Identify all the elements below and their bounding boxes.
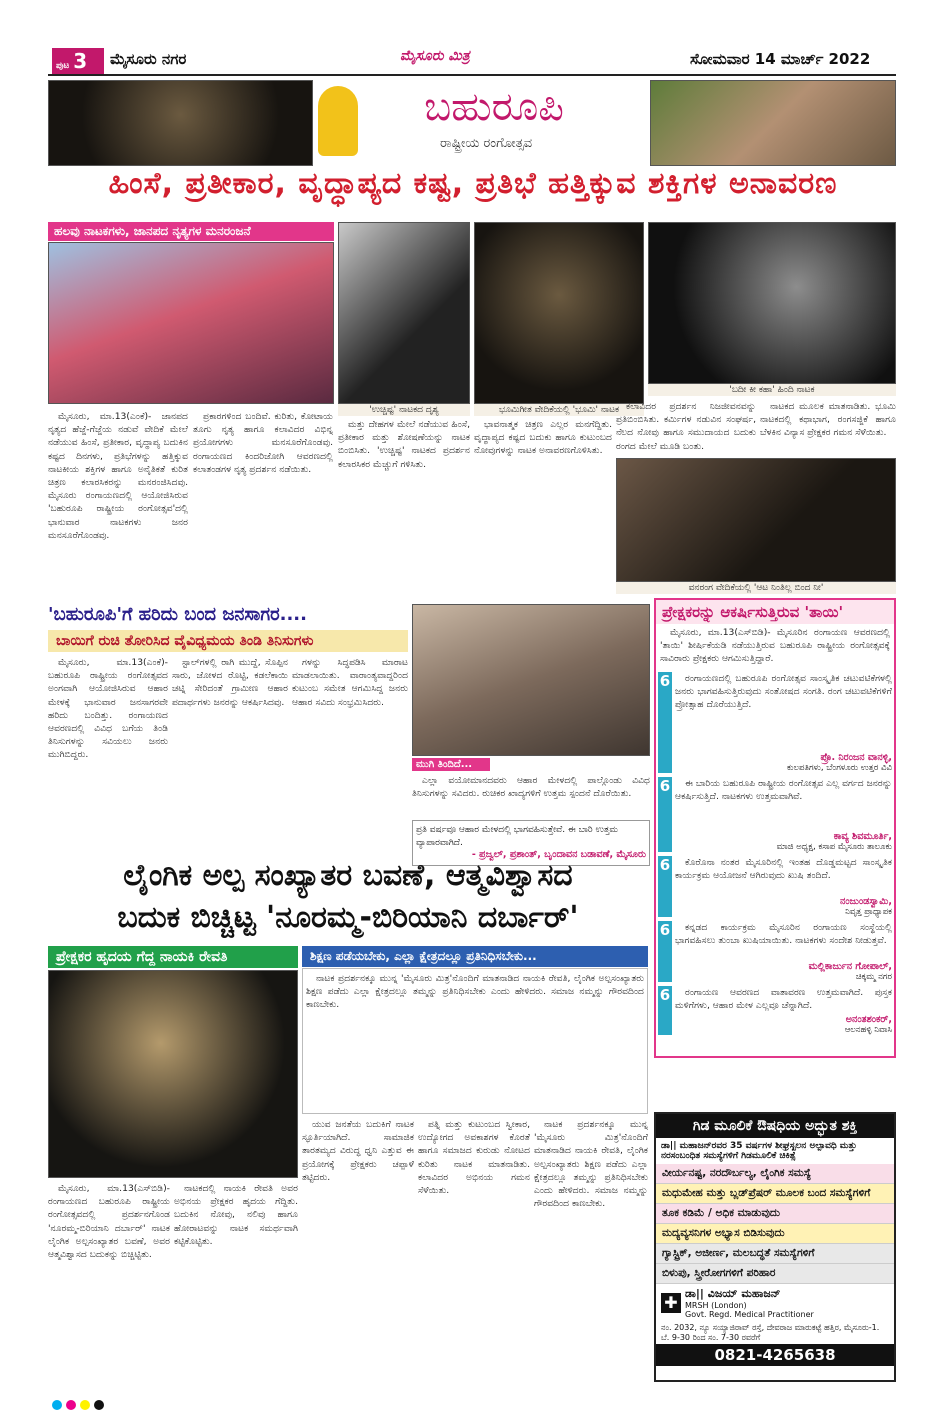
ad-doctor-block — [656, 1284, 894, 1322]
story3-green-band: ಪ್ರೇಕ್ಷಕರ ಹೃದಯ ಗೆದ್ದ ನಾಯಕಿ ರೇವತಿ — [48, 946, 298, 968]
story1-column-1 — [48, 410, 188, 594]
ad-row: ಮಧುಮೇಹ ಮತ್ತು ಬ್ಲಡ್‌ಪ್ರೆಷರ್ ಮೂಲಕ ಬಂದ ಸಮಸ್ಯೆಗಳಿಗೆ — [656, 1184, 894, 1204]
banner-photo-left — [48, 80, 313, 166]
registration-dot-black — [94, 1400, 104, 1410]
ad-row: ಗ್ಯಾಸ್ಟ್ರಿಕ್, ಅಜೀರ್ಣ, ಮಲಬದ್ಧತೆ ಸಮಸ್ಯೆಗಳಿಗೆ — [656, 1244, 894, 1264]
right-box-title: ಪ್ರೇಕ್ಷಕರನ್ನು ಆಕರ್ಷಿಸುತ್ತಿರುವ 'ತಾಯಿ' — [656, 600, 894, 624]
quote-role: ನಿವೃತ್ತ ಪ್ರಾಧ್ಯಾಪಕ — [845, 907, 892, 917]
story3-column-2 — [174, 1182, 298, 1380]
ad-doctor-name: ಡಾ|| ವಿಜಯ್ ಮಹಾಜನ್ — [685, 1287, 781, 1300]
story1-column-6 — [760, 400, 896, 452]
registration-dot-yellow — [80, 1400, 90, 1410]
story1-col2-text: ಪ್ರಕಾರಗಳಿಂದ ಬಂದಿವೆ. ಕುರಿತು, ಕೋಟಾಯ ತೂಗು ನೃತ್ಯ ಹಾಗೂ ಕಲಾವಿದರ ವಿಭಿನ್ನ ಪ್ರಯೋಗಗಳು ಮನಸೂರೆಗೊಂಡವು. ರಂಗಾಯಣದ ಕಿಂದರಿಜೋಗಿ ಆವರಣದಲ್ಲಿ ಕಲಾತಂಡಗಳ ನೃತ್ಯ ಪ್ರದರ್ಶನ ನಡೆಯಿತು. — [193, 411, 333, 475]
quote-text-wrap — [675, 672, 892, 752]
right-box-intro — [656, 624, 894, 676]
story1-column-2 — [193, 410, 333, 594]
quote-body — [675, 777, 892, 852]
quote-number: 6 — [658, 777, 672, 852]
quote-text-wrap — [675, 856, 892, 896]
story3-col2-text: ನಾಟಕದಲ್ಲಿ ನಾಯಕಿ ರೇವತಿ ಅವರ ಅಭಿನಯ ಪ್ರೇಕ್ಷಕರ ಹೃದಯ ಗೆದ್ದಿತು. ಬದುಕಿನ ನೋವು, ನಲಿವು ಹಾಗೂ ಹೋರಾಟವನ್ನು ನಾಟಕ ಸಮರ್ಥವಾಗಿ ಕಟ್ಟಿಕೊಟ್ಟಿತು. — [174, 1183, 298, 1247]
quote-name: ನಂಜುಂಡಸ್ವಾಮಿ, — [840, 896, 892, 907]
ad-title: ಗಿಡ ಮೂಲಿಕೆ ಔಷಧಿಯ ಅದ್ಭುತ ಶಕ್ತಿ — [656, 1114, 894, 1138]
story3-col1-text: ಮೈಸೂರು, ಮಾ.13(ಎಸ್‌ಬಿಡಿ)- ರಂಗಾಯಣದ ಬಹುರೂಪಿ ರಾಷ್ಟ್ರೀಯ ರಂಗೋತ್ಸವದಲ್ಲಿ ಪ್ರದರ್ಶನಗೊಂಡ 'ನೂರಮ್ಮ-ಬಿರಿಯಾನಿ ದರ್ಬಾರ್' ನಾಟಕ ಲೈಂಗಿಕ ಅಲ್ಪಸಂಖ್ಯಾತರ ಬವಣೆ, ಅವರ ಆತ್ಮವಿಶ್ವಾಸದ ಬದುಕನ್ನು ಬಿಚ್ಚಿಟ್ಟಿತು. — [48, 1183, 170, 1261]
quote-card — [658, 986, 892, 1035]
quote-body — [675, 986, 892, 1035]
quote-text: ಕೊರೊನಾ ನಂತರ ಮೈಸೂರಿನಲ್ಲಿ ಇಂತಹ ದೊಡ್ಡಮಟ್ಟದ ಸಾಂಸ್ಕೃತಿಕ ಕಾರ್ಯಕ್ರಮ ಆಯೋಜನೆ ಆಗಿರುವುದು ಖುಷಿ ತಂದಿದೆ. — [675, 857, 892, 882]
quote-body — [675, 856, 892, 917]
issue-date: ಸೋಮವಾರ 14 ಮಾರ್ಚ್ 2022 — [690, 50, 871, 68]
story3-col4-text: ಪತ್ನಿ ಮತ್ತು ಕುಟುಂಬದ ಸ್ವೀಕಾರ, ಉದ್ಯೋಗದ ಅವಕಾಶಗಳ ಕೊರತೆ ಹಾಗೂ ಸಮಾಜದ ಕುರುಡು ನೋಟದ ಕುರಿತು ನಾಟಕ ಮಾತನಾಡಿತು. ಕಲಾವಿದರ ಅಭಿನಯ ಗಮನ ಸೆಳೆಯಿತು. — [418, 1119, 530, 1197]
story2-photo-tag: ಮುಗಿ ತಿಂದಿದೆ... — [412, 758, 490, 771]
story1-col3-text: ಮತ್ತು ದೇಹಗಳ ಮೇಲೆ ನಡೆಯುವ ಹಿಂಸೆ, ಪ್ರತೀಕಾರ ಮತ್ತು ಶೋಷಣೆಯನ್ನು ನಾಟಕ ಬಿಂಬಿಸಿತು. 'ಉಚ್ಚಿಷ್ಟ' ನಾಟಕದ ಪ್ರದರ್ಶನ ಕಲಾರಸಿಕರ ಮೆಚ್ಚುಗೆ ಗಳಿಸಿತು. — [338, 419, 470, 470]
story3-column-1 — [48, 1182, 170, 1380]
header-rule — [48, 74, 896, 76]
festival-logo-title: ಬಹುರೂಪಿ — [424, 84, 564, 130]
quote-body — [675, 921, 892, 982]
story2-col2-text: ಸ್ಟಾಲ್‌ಗಳಲ್ಲಿ ರಾಗಿ ಮುದ್ದೆ, ಸೊಪ್ಪಿನ ಸಾರು, ಜೋಳದ ರೊಟ್ಟಿ, ಕಡಲೆಕಾಯಿ ಚಟ್ನಿ ಸೇರಿದಂತೆ ಗ್ರಾಮೀಣ ಆಹಾರ ಪದಾರ್ಥಗಳು ಜನರನ್ನು ಆಕರ್ಷಿಸಿದವು. — [172, 657, 288, 708]
story2-col1-text: ಮೈಸೂರು, ಮಾ.13(ಎಂಕೆ)- ಬಹುರೂಪಿ ರಾಷ್ಟ್ರೀಯ ರಂಗೋತ್ಸವದ ಅಂಗವಾಗಿ ಆಯೋಜಿಸಿರುವ ಆಹಾರ ಮೇಳಕ್ಕೆ ಭಾನುವಾರ ಜನಸಾಗರವೇ ಹರಿದು ಬಂದಿತ್ತು. ರಂಗಾಯಣದ ಆವರಣದಲ್ಲಿ ವಿವಿಧ ಬಗೆಯ ತಿಂಡಿ ತಿನಿಸುಗಳನ್ನು ಸವಿಯಲು ಜನರು ಮುಗಿಬಿದ್ದರು. — [48, 657, 168, 761]
story3-col5-text: ನಾಟಕ ಪ್ರದರ್ಶನಕ್ಕೂ ಮುನ್ನ 'ಮೈಸೂರು ಮಿತ್ರ'ನೊಂದಿಗೆ ಮಾತನಾಡಿದ ನಾಯಕಿ ರೇವತಿ, ಲೈಂಗಿಕ ಅಲ್ಪಸಂಖ್ಯಾತರು ಶಿಕ್ಷಣ ಪಡೆದು ಎಲ್ಲಾ ಕ್ಷೇತ್ರದಲ್ಲೂ ತಮ್ಮನ್ನು ಪ್ರತಿನಿಧಿಸಬೇಕು ಎಂದು ಹೇಳಿದರು. ಸಮಾಜ ನಮ್ಮನ್ನು ಗೌರವದಿಂದ ಕಾಣಬೇಕು. — [534, 1119, 648, 1210]
right-box-quotes — [658, 672, 892, 1035]
story2-column-1 — [48, 656, 168, 846]
story1-photo-bhoomi — [474, 222, 644, 404]
story3-column-4 — [418, 1118, 530, 1380]
story3-revathi-photo — [48, 970, 298, 1178]
story2-crowd-photo — [412, 604, 650, 756]
ad-intro: ಡಾ|| ಮಹಾಜನ್‌ರವರ 35 ವರ್ಷಗಳ ಶೀಘ್ರಸ್ಖಲನ ಅಲ್ಪಾವಧಿ ಮತ್ತು ನರಸಂಬಂಧಿತ ಸಮಸ್ಯೆಗಳಿಗೆ ಗಿಡಮೂಲಿಕೆ ಚಿಕಿತ್ಸೆ — [661, 1141, 857, 1161]
story1-dance-photo — [48, 242, 334, 404]
ad-doctor-degree: MRSH (London) — [685, 1301, 747, 1310]
quote-card — [658, 856, 892, 917]
ad-phone: 0821-4265638 — [656, 1344, 894, 1366]
quote-name: ಮಲ್ಲಿಕಾರ್ಜುನ ಗೋಪಾಲ್, — [808, 961, 892, 972]
caption-vanaranga: ವನರಂಗ ವೇದಿಕೆಯಲ್ಲಿ 'ಆಟ ನಿಂತಿಲ್ಲ ಬಿಂದ ನೀ' — [616, 582, 896, 594]
ad-row: ಮದ್ಯವ್ಯಸನಿಗಳ ಅಭ್ಯಾಸ ಬಿಡಿಸುವುದು — [656, 1224, 894, 1244]
story3-lead-text: ನಾಟಕ ಪ್ರದರ್ಶನಕ್ಕೂ ಮುನ್ನ 'ಮೈಸೂರು ಮಿತ್ರ'ನೊಂದಿಗೆ ಮಾತನಾಡಿದ ನಾಯಕಿ ರೇವತಿ, ಲೈಂಗಿಕ ಅಲ್ಪಸಂಖ್ಯಾತರು ಶಿಕ್ಷಣ ಪಡೆದು ಎಲ್ಲಾ ಕ್ಷೇತ್ರದಲ್ಲೂ ತಮ್ಮನ್ನು ಪ್ರತಿನಿಧಿಸಬೇಕು ಎಂದು ಹೇಳಿದರು. ಸಮಾಜ ನಮ್ಮನ್ನು ಗೌರವದಿಂದ ಕಾಣಬೇಕು. — [306, 973, 644, 1011]
story1-column-5 — [616, 400, 756, 452]
quote-number: 6 — [658, 672, 672, 773]
quote-card — [658, 777, 892, 852]
ad-doctor-info — [685, 1287, 814, 1319]
quote-card — [658, 672, 892, 773]
quote-card — [658, 921, 892, 982]
ad-doctor-reg: Govt. Regd. Medical Practitioner — [685, 1310, 814, 1319]
story3-blue-band: ಶಿಕ್ಷಣ ಪಡೆಯಬೇಕು, ಎಲ್ಲಾ ಕ್ಷೇತ್ರದಲ್ಲೂ ಪ್ರತಿನಿಧಿಸಬೇಕು... — [302, 946, 648, 967]
caption-hindi-play: 'ಬದೀ ಕೀ ಕಹಾ' ಹಿಂದಿ ನಾಟಕ — [648, 384, 896, 396]
story3-column-5 — [534, 1118, 648, 1380]
registration-dot-magenta — [66, 1400, 76, 1410]
quote-body — [675, 672, 892, 773]
masthead: ಮೈಸೂರು ಮಿತ್ರ — [400, 48, 470, 64]
story3-lead-box — [302, 968, 648, 1114]
quote-text-wrap — [675, 777, 892, 831]
story2-col3-text: ಗಳನ್ನು ಸಿದ್ಧಪಡಿಸಿ ಮಾರಾಟ ಮಾಡಲಾಯಿತು. ವಾರಾಂತ್ಯವಾದ್ದರಿಂದ ಕುಟುಂಬ ಸಮೇತ ಆಗಮಿಸಿದ್ದ ಜನರು ಆಹಾರ ಸವಿದು ಸಂಭ್ರಮಿಸಿದರು. — [292, 657, 408, 708]
quote-role: ಕುಲಪತಿಗಳು, ಬೆಂಗಳೂರು ಉತ್ತರ ವಿವಿ — [786, 763, 892, 773]
story2-column-4 — [412, 774, 650, 818]
caption-bhoomi: ಭೂಮಿಗೀತ ವೇದಿಕೆಯಲ್ಲಿ 'ಭೂಮಿ' ನಾಟಕ — [474, 404, 644, 416]
story3-headline-line2: ಬದುಕ ಬಿಚ್ಚಿಟ್ಟ 'ನೂರಮ್ಮ-ಬಿರಿಯಾನಿ ದರ್ಬಾರ್' — [117, 900, 579, 935]
section-title: ಮೈಸೂರು ನಗರ — [110, 50, 187, 68]
quote-name: ಪ್ರೊ. ನಿರಂಜನ ವಾನಳ್ಳಿ, — [820, 752, 892, 763]
quote-name: ಅನಂತಶಂಕರ್, — [845, 1014, 892, 1025]
quote-number: 6 — [658, 986, 672, 1035]
quote-text: ರಂಗಾಯಣದಲ್ಲಿ ಬಹುರೂಪಿ ರಂಗೋತ್ಸವ ಸಾಂಸ್ಕೃತಿಕ ಚಟುವಟಿಕೆಗಳಲ್ಲಿ ಜನರು ಭಾಗವಹಿಸುತ್ತಿರುವುದು ಸಂತೋಷದ ಸಂಗತಿ. ರಂಗ ಚಟುವಟಿಕೆಗಳಿಗೆ ಪ್ರೋತ್ಸಾಹ ದೊರೆಯುತ್ತಿದೆ. — [675, 673, 892, 711]
banner-photo-right — [650, 80, 896, 166]
story3-headline-line1: ಲೈಂಗಿಕ ಅಲ್ಪ ಸಂಖ್ಯಾತರ ಬವಣೆ, ಆತ್ಮವಿಶ್ವಾಸದ — [123, 858, 573, 893]
story1-column-3 — [338, 418, 470, 594]
story2-title: 'ಬಹುರೂಪಿ'ಗೆ ಹರಿದು ಬಂದ ಜನಸಾಗರ.... — [48, 604, 307, 625]
ad-row: ತೂಕ ಕಡಿಮೆ / ಅಧಿಕ ಮಾಡುವುದು — [656, 1204, 894, 1224]
quote-text-wrap — [675, 986, 892, 1014]
main-headline: ಹಿಂಸೆ, ಪ್ರತೀಕಾರ, ವೃದ್ಧಾಪ್ಯದ ಕಷ್ಟ, ಪ್ರತಿಭೆ ಹತ್ತಿಕ್ಕುವ ಶಕ್ತಿಗಳ ಅನಾವರಣ — [108, 166, 838, 201]
ad-row: ಬಿಳುಪು, ಸ್ತ್ರೀರೋಗಗಳಿಗೆ ಪರಿಹಾರ — [656, 1264, 894, 1284]
story1-photo-ucchishta — [338, 222, 470, 404]
story1-band: ಹಲವು ನಾಟಕಗಳು, ಜಾನಪದ ನೃತ್ಯಗಳ ಮನರಂಜನೆ — [48, 222, 334, 241]
caption-ucchishta: 'ಉಚ್ಚಿಷ್ಟ' ನಾಟಕದ ದೃಶ್ಯ — [338, 404, 470, 416]
story1-photo-hindi-play — [648, 222, 896, 384]
medical-cross-icon: ✚ — [661, 1293, 681, 1313]
page-number-badge — [52, 48, 104, 74]
story3-column-3 — [302, 1118, 414, 1380]
story1-photo-vanaranga — [616, 458, 896, 582]
right-box-intro-text: ಮೈಸೂರು, ಮಾ.13(ಎಸ್‌ಬಿಡಿ)- ಮೈಸೂರಿನ ರಂಗಾಯಣ ಆವರಣದಲ್ಲಿ 'ತಾಯಿ' ಶೀರ್ಷಿಕೆಯಡಿ ನಡೆಯುತ್ತಿರುವ ಬಹುರೂಪಿ ರಾಷ್ಟ್ರೀಯ ರಂಗೋತ್ಸವಕ್ಕೆ ಸಾವಿರಾರು ಪ್ರೇಕ್ಷಕರು ಆಗಮಿಸುತ್ತಿದ್ದಾರೆ. — [660, 627, 890, 665]
page-label: ಪುಟ — [56, 61, 70, 71]
quote-text-wrap — [675, 921, 892, 961]
page-number: 3 — [73, 49, 88, 73]
quote-text: ರಂಗಾಯಣ ಆವರಣದ ವಾತಾವರಣ ಉತ್ತಮವಾಗಿದೆ. ಪುಸ್ತಕ ಮಳಿಗೆಗಳು, ಆಹಾರ ಮೇಳ ಎಲ್ಲವೂ ಚೆನ್ನಾಗಿದೆ. — [675, 987, 892, 1012]
story2-quote-name: - ಪ್ರಜ್ವಲ್, ಪ್ರಶಾಂತ್, ಬೃಂದಾವನ ಬಡಾವಣೆ, ಮೈಸೂರು — [471, 849, 646, 860]
quote-role: ಆಲನಹಳ್ಳಿ ನಿವಾಸಿ — [844, 1025, 892, 1035]
story2-column-2 — [172, 656, 288, 846]
quote-text: ಕನ್ನಡದ ಕಾರ್ಯಕ್ರಮ ಮೈಸೂರಿನ ರಂಗಾಯಣ ಸಂಸ್ಥೆಯಲ್ಲಿ ಭಾಗವಹಿಸಲು ತುಂಬಾ ಖುಷಿಯಾಯಿತು. ನಾಟಕಗಳು ಸಂದೇಶ ನೀಡುತ್ತವೆ. — [675, 922, 892, 947]
story2-quote-text: ಪ್ರತಿ ವರ್ಷವೂ ಆಹಾರ ಮೇಳದಲ್ಲಿ ಭಾಗವಹಿಸುತ್ತೇವೆ. ಈ ಬಾರಿ ಉತ್ತಮ ವ್ಯಾಪಾರವಾಗಿದೆ. — [416, 825, 618, 848]
story3-col3-text: ಯುವ ಜನತೆಯ ಬದುಕಿಗೆ ನಾಟಕ ಸ್ಫೂರ್ತಿಯಾಗಿದೆ. ಸಾಮಾಜಿಕ ತಾರತಮ್ಯದ ವಿರುದ್ಧ ಧ್ವನಿ ಎತ್ತುವ ಈ ಪ್ರಯೋಗಕ್ಕೆ ಪ್ರೇಕ್ಷಕರು ಚಪ್ಪಾಳೆ ತಟ್ಟಿದರು. — [302, 1119, 414, 1183]
story1-col6-text: ನಾಟಕದ ಮೂಲಕ ಮಾತನಾಡಿತು. ಭೂಮಿ ನಾಟಕದಲ್ಲಿ ಕಥಾಭಾಗ, ರಂಗಸಜ್ಜಿಕೆ ಹಾಗೂ ಬೆಳಕಿನ ವಿನ್ಯಾಸ ಪ್ರೇಕ್ಷಕರ ಗಮನ ಸೆಳೆಯಿತು. — [760, 401, 896, 439]
registration-dot-cyan — [52, 1400, 62, 1410]
story2-col4-text: ಎಲ್ಲಾ ವಯೋಮಾನದವರು ಆಹಾರ ಮೇಳದಲ್ಲಿ ಪಾಲ್ಗೊಂಡು ವಿವಿಧ ತಿನಿಸುಗಳನ್ನು ಸವಿದರು. ರುಚಿಕರ ಖಾದ್ಯಗಳಿಗೆ ಉತ್ತಮ ಸ್ಪಂದನೆ ದೊರೆಯಿತು. — [412, 775, 650, 800]
story1-col4-text: ಭಾವನಾತ್ಮಕ ಚಿತ್ರಣ ಎಲ್ಲರ ಮನಗೆದ್ದಿತು. ವೃದ್ಧಾಪ್ಯದ ಕಷ್ಟದ ಬದುಕು ಹಾಗೂ ಕುಟುಂಬದ ನೋವುಗಳನ್ನು ನಾಟಕ ಅನಾವರಣಗೊಳಿಸಿತು. — [474, 419, 612, 457]
ad-address: ನಂ. 2032, ನ್ಯೂ ಸಯ್ಯಾಜಿರಾವ್ ರಸ್ತೆ, ದೇವರಾಜ ಮಾರುಕಟ್ಟೆ ಹತ್ತಿರ, ಮೈಸೂರು-1. ಬೆ. 9-30 ರಿಂದ ಸಂ. 7-30 ರವರೆಗೆ — [661, 1323, 880, 1342]
story1-col1-text: ಮೈಸೂರು, ಮಾ.13(ಎಂಕೆ)- ಜಾನಪದ ನೃತ್ಯದ ಹೆಜ್ಜೆ-ಗೆಜ್ಜೆಯ ನಡುವೆ ವೇದಿಕೆ ಮೇಲೆ ನಡೆಯುವ ಹಿಂಸೆ, ಪ್ರತೀಕಾರ, ವೃದ್ಧಾಪ್ಯ ಬದುಕಿನ ಕಷ್ಟದ ದಿನಗಳು, ಪ್ರತಿಭೆಗಳನ್ನು ಹತ್ತಿಕ್ಕುವ ನಾಟಕೀಯ ಶಕ್ತಿಗಳ ಹಾಗೂ ಅನೈತಿಕತೆ ಕುರಿತ ಚಿತ್ರಣ ಕಲಾರಸಿಕರನ್ನು ಮನರಂಜಿಸಿದವು. ಮೈಸೂರು ರಂಗಾಯಣದಲ್ಲಿ ಆಯೋಜಿಸಿರುವ 'ಬಹುರೂಪಿ ರಾಷ್ಟ್ರೀಯ ರಂಗೋತ್ಸವ'ದಲ್ಲಿ ಭಾನುವಾರ ನಾಟಕಗಳು ಜನರ ಮನಸೂರೆಗೊಂಡವು. — [48, 411, 188, 541]
story1-column-4 — [474, 418, 612, 594]
quote-text: ಈ ಬಾರಿಯ ಬಹುರೂಪಿ ರಾಷ್ಟ್ರೀಯ ರಂಗೋತ್ಸವ ಎಲ್ಲ ವರ್ಗದ ಜನರನ್ನು ಆಕರ್ಷಿಸುತ್ತಿದೆ. ನಾಟಕಗಳು ಉತ್ತಮವಾಗಿವೆ. — [675, 778, 892, 803]
herbal-ad — [654, 1112, 896, 1382]
story2-strip: ಬಾಯಿಗೆ ರುಚಿ ತೋರಿಸಿದ ವೈವಿಧ್ಯಮಯ ತಿಂಡಿ ತಿನಿಸುಗಳು — [48, 630, 408, 652]
quote-role: ಮಾಜಿ ಅಧ್ಯಕ್ಷ, ಕಸಾಪ ಮೈಸೂರು ತಾಲೂಕು — [776, 842, 892, 852]
ad-row: ವೀರ್ಯನಷ್ಟ, ನರದೌರ್ಬಲ್ಯ, ಲೈಂಗಿಕ ಸಮಸ್ಯೆ — [656, 1164, 894, 1184]
story1-col5-text: ಕಲಾವಿದರ ಪ್ರದರ್ಶನ ನಿಜಜೀವನವನ್ನು ಪ್ರತಿಬಿಂಬಿಸಿತು. ಕರ್ಮಿಗಳ ನಡುವಿನ ಸಂಘರ್ಷ, ನೆಲದ ನೋವು ಹಾಗೂ ಸಮುದಾಯದ ಬದುಕು ರಂಗದ ಮೇಲೆ ಮೂಡಿ ಬಂತು. — [616, 401, 756, 452]
festival-logo-subtitle: ರಾಷ್ಟ್ರೀಯ ರಂಗೋತ್ಸವ — [440, 136, 533, 151]
quote-number: 6 — [658, 921, 672, 982]
story2-column-3 — [292, 656, 408, 846]
quote-role: ಚಿಕ್ಕಮ್ಮ ನಗರ — [855, 972, 892, 982]
quote-number: 6 — [658, 856, 672, 917]
quote-name: ಕಾವ್ಯ ಶಿವಮೂರ್ತಿ, — [833, 831, 892, 842]
